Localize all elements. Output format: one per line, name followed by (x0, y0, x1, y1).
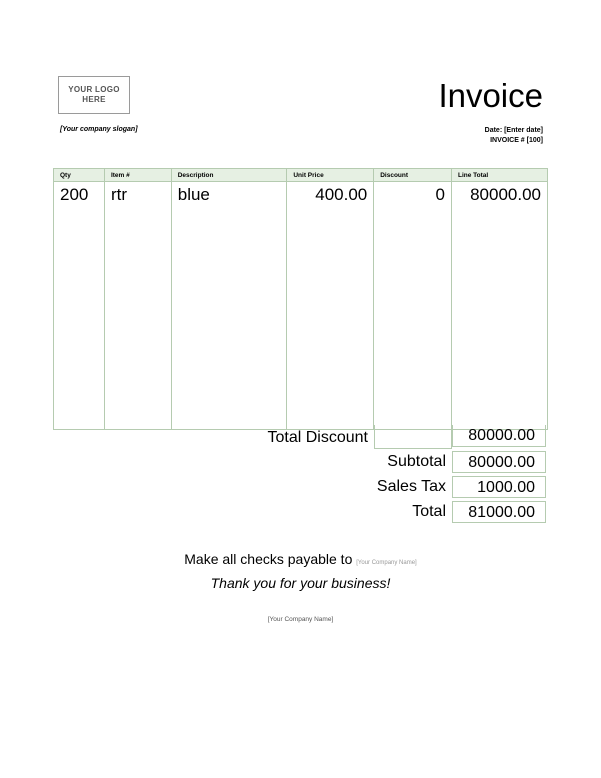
logo-text-line1: YOUR LOGO (68, 85, 120, 94)
invoice-title: Invoice (438, 77, 543, 114)
total-discount-spacer-cell (374, 425, 452, 449)
cell-line-total[interactable]: 80000.00 (452, 182, 548, 430)
sales-tax-label: Sales Tax (376, 478, 446, 495)
thank-you-message: Thank you for your business! (210, 575, 391, 591)
subtotal-value: 80000.00 (452, 451, 546, 473)
column-header-qty: Qty (54, 169, 105, 182)
column-header-item: Item # (104, 169, 171, 182)
total-value: 81000.00 (452, 501, 546, 523)
logo-text-line2: HERE (82, 95, 106, 104)
table-row (54, 182, 548, 430)
cell-unit-price[interactable]: 400.00 (287, 182, 374, 430)
column-header-unit-price: Unit Price (287, 169, 374, 182)
footer-company-name: [Your Company Name] (267, 616, 334, 623)
column-header-description: Description (171, 169, 287, 182)
company-slogan: [Your company slogan] (60, 126, 138, 133)
total-discount-value: 80000.00 (452, 425, 546, 447)
line-items-table (53, 168, 548, 430)
invoice-date: Date: [Enter date] (484, 127, 543, 134)
invoice-number: INVOICE # [100] (490, 137, 543, 144)
checks-payable-line (0, 551, 601, 567)
total-label: Total (412, 503, 446, 520)
cell-discount[interactable]: 0 (374, 182, 452, 430)
sales-tax-value: 1000.00 (452, 476, 546, 498)
logo-placeholder (58, 76, 130, 114)
cell-description[interactable]: blue (171, 182, 287, 430)
table-header-row (54, 169, 548, 182)
column-header-line-total: Line Total (452, 169, 548, 182)
checks-payable-text: Make all checks payable to (184, 551, 353, 567)
subtotal-label: Subtotal (387, 453, 446, 470)
cell-item[interactable]: rtr (104, 182, 171, 430)
total-discount-label: Total Discount (267, 429, 368, 446)
checks-company-name: [Your Company Name] (356, 560, 417, 566)
cell-qty[interactable]: 200 (54, 182, 105, 430)
invoice-meta (485, 126, 543, 146)
column-header-discount: Discount (374, 169, 452, 182)
